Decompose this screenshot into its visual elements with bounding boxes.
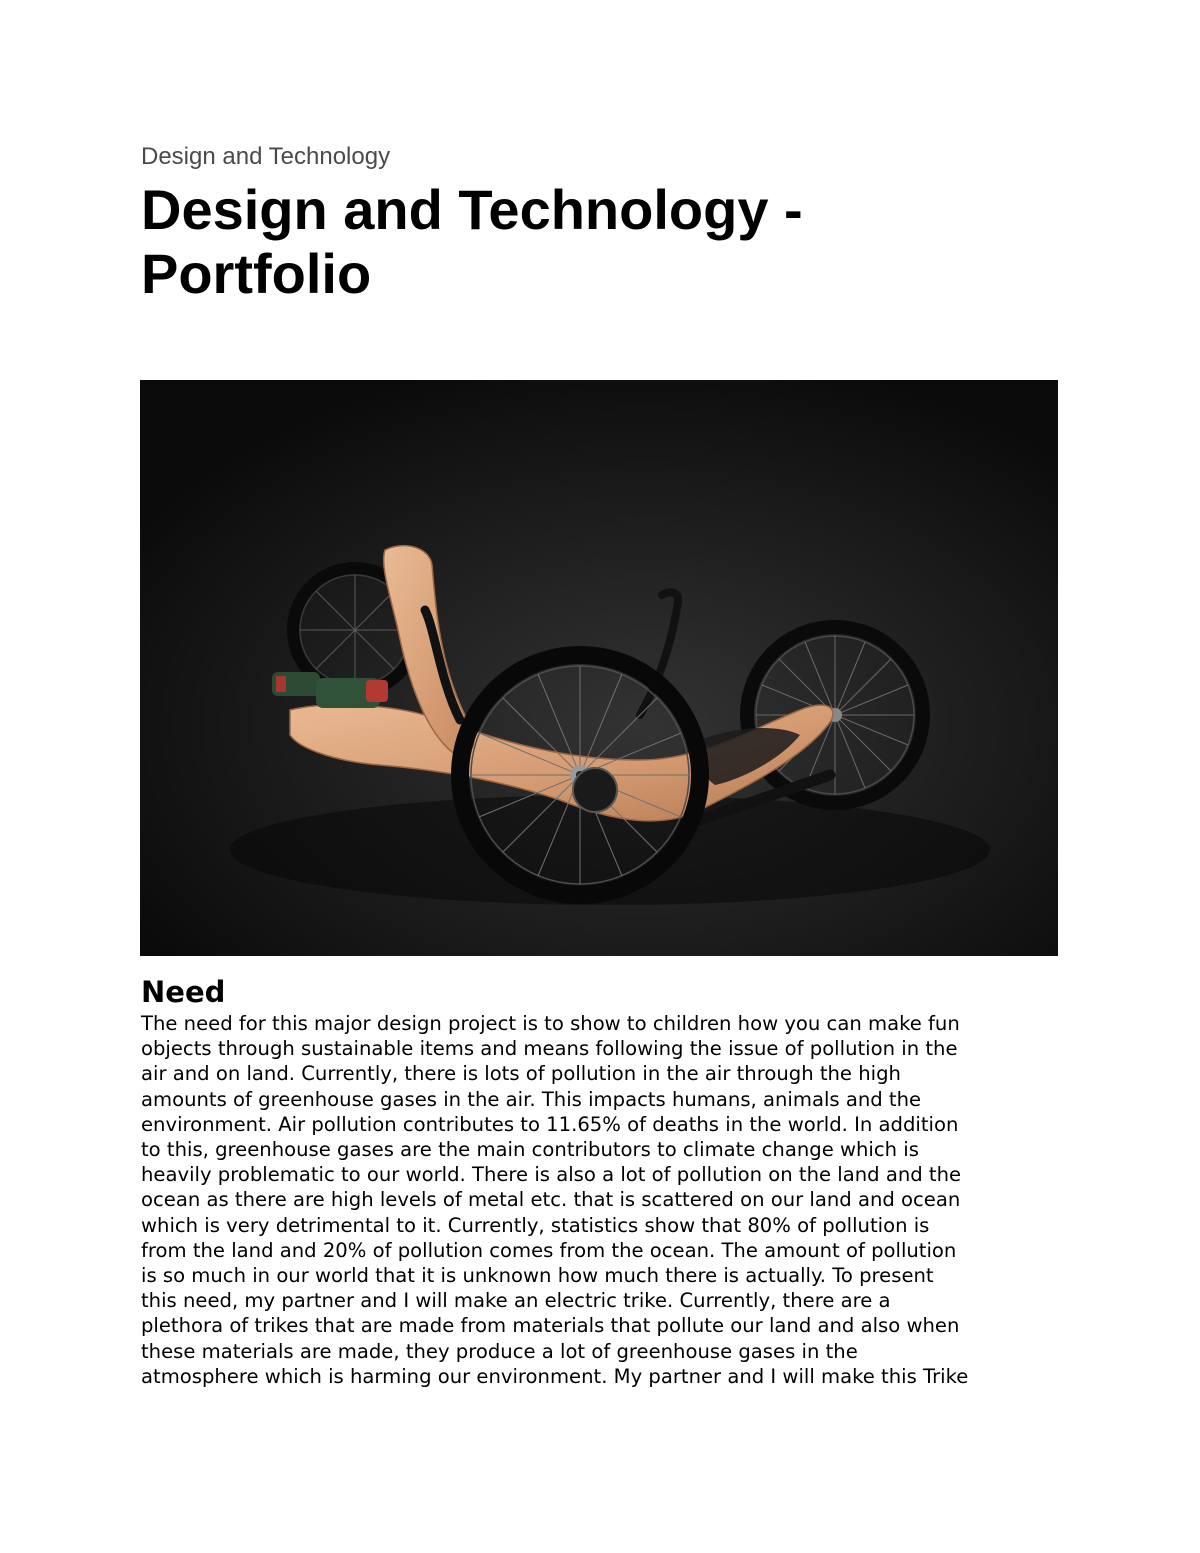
need-line: environment. Air pollution contributes to 11.65% of deaths in the world. In addition — [141, 1112, 959, 1136]
need-line: amounts of greenhouse gases in the air. This impacts humans, animals and the — [141, 1087, 922, 1111]
need-paragraph — [141, 1011, 1071, 1389]
document-subject: Design and Technology — [141, 143, 391, 170]
need-line: these materials are made, they produce a lot of greenhouse gases in the — [141, 1339, 858, 1363]
need-line: The need for this major design project is to show to children how you can make fun — [141, 1012, 960, 1035]
need-line: atmosphere which is harming our environment. My partner and I will make this Trike — [141, 1364, 969, 1388]
need-line: plethora of trikes that are made from materials that pollute our land and also when — [141, 1314, 960, 1338]
need-line: which is very detrimental to it. Currently, statistics show that 80% of pollution is — [141, 1213, 930, 1237]
title-line-2: Portfolio — [141, 242, 372, 305]
need-line: heavily problematic to our world. There is also a lot of pollution on the land and the — [141, 1163, 962, 1187]
need-line: this need, my partner and I will make an electric trike. Currently, there are a — [141, 1289, 891, 1313]
need-line: is so much in our world that it is unknown how much there is actually. To present — [141, 1264, 934, 1288]
section-heading-need: Need — [141, 975, 226, 1009]
need-line: to this, greenhouse gases are the main contributors to climate change which is — [141, 1138, 919, 1162]
need-line: objects through sustainable items and means following the issue of pollution in the — [141, 1037, 958, 1061]
page-title — [141, 178, 1041, 306]
need-line: air and on land. Currently, there is lots of pollution in the air through the high — [141, 1062, 901, 1086]
title-line-1: Design and Technology - — [141, 178, 803, 241]
need-line: from the land and 20% of pollution comes from the ocean. The amount of pollution — [141, 1238, 957, 1262]
trike-photo — [140, 380, 1058, 956]
need-line: ocean as there are high levels of metal etc. that is scattered on our land and ocean — [141, 1188, 961, 1212]
